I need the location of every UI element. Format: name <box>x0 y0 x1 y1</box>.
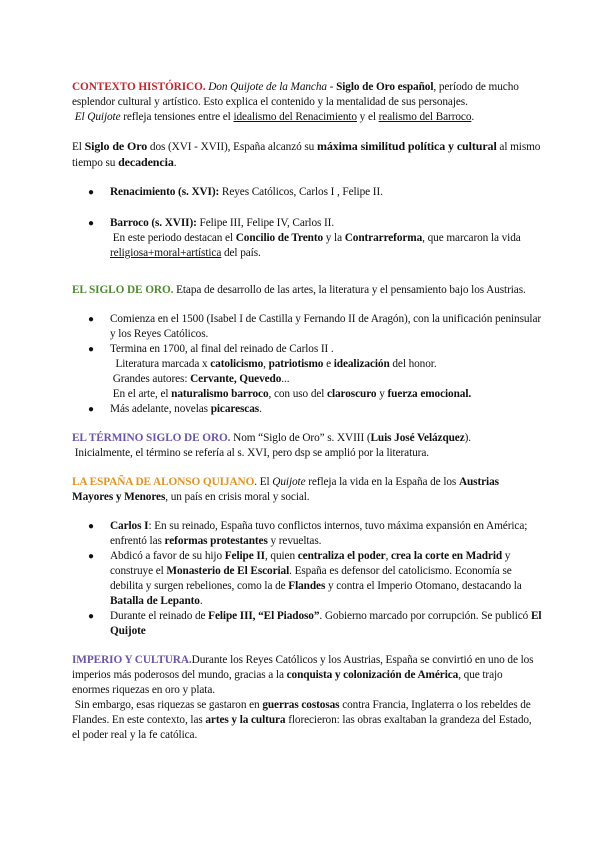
section-heading-siglo-de-oro: EL SIGLO DE ORO. <box>72 284 174 296</box>
bullet-icon: ● <box>88 551 94 562</box>
bullet-icon: ● <box>88 344 94 355</box>
bullet-icon: ● <box>88 314 94 325</box>
siglo-de-oro-intro: El Siglo de Oro dos (XVI - XVII), España alcanzó su máxima similitud política y cultural al mismo tiempo su decadencia. <box>72 139 541 169</box>
list-item: ● Termina en 1700, al final del reinado de Carlos II . Literatura marcada x catolicismo, patriotismo e idealización del honor. Grandes autores: Cervante, Quevedo... En el arte, el naturalismo barroco, con uso del claroscuro y fuerza emocional. <box>88 343 472 400</box>
siglo-de-oro-list <box>72 312 542 417</box>
bullet-icon: ● <box>88 611 94 622</box>
quijote-tension-line: El Quijote refleja tensiones entre el idealismo del Renacimiento y el realismo del Barroco. <box>74 111 475 123</box>
document-page <box>72 80 542 743</box>
imperio-cultura-paragraph: IMPERIO Y CULTURA.Durante los Reyes Católicos y los Austrias, España se convirtió en uno de los imperios más poderosos del mundo, gracias a la conquista y colonización de América, que trajo enormes riquezas en oro y plata. <box>72 654 534 696</box>
periods-list <box>72 185 542 261</box>
bullet-icon: ● <box>88 187 94 198</box>
section-heading-contexto: CONTEXTO HISTÓRICO. <box>72 81 206 93</box>
section-heading-imperio: IMPERIO Y CULTURA. <box>72 654 192 666</box>
espana-alonso-quijano-paragraph: LA ESPAÑA DE ALONSO QUIJANO. El Quijote refleja la vida en la España de los Austrias Mayores y Menores, un país en crisis moral y social. <box>72 476 499 503</box>
contexto-historico-paragraph: CONTEXTO HISTÓRICO. Don Quijote de la Mancha - Siglo de Oro español, período de mucho esplendor cultural y artístico. Esto explica el contenido y la mentalidad de sus personajes. <box>72 81 519 108</box>
el-siglo-de-oro-paragraph: EL SIGLO DE ORO. Etapa de desarrollo de las artes, la literatura y el pensamiento bajo los Austrias. <box>72 284 526 296</box>
list-item: ● Abdicó a favor de su hijo Felipe II, quien centraliza el poder, crea la corte en Madrid y construye el Monasterio de El Escorial. España es defensor del catolicismo. Economía se debilita y surgen rebeliones, como la de Flandes y contra el Imperio Otomano, destacando la Batalla de Lepanto. <box>88 550 522 607</box>
section-heading-espana: LA ESPAÑA DE ALONSO QUIJANO <box>72 476 255 488</box>
list-item: ● Durante el reinado de Felipe III, “El Piadoso”. Gobierno marcado por corrupción. Se publicó El Quijote <box>88 610 542 637</box>
list-item: ● Más adelante, novelas picarescas. <box>88 403 262 415</box>
bullet-icon: ● <box>88 521 94 532</box>
austrias-list <box>72 519 542 639</box>
section-heading-termino: EL TÉRMINO SIGLO DE ORO. <box>72 432 231 444</box>
list-item: ● Barroco (s. XVII): Felipe III, Felipe IV, Carlos II. En este periodo destacan el Concilio de Trento y la Contrarreforma, que marcaron la vida religiosa+moral+artística del país. <box>88 217 521 259</box>
list-item: ● Comienza en el 1500 (Isabel I de Castilla y Fernando II de Aragón), con la unificación peninsular y los Reyes Católicos. <box>88 313 542 340</box>
list-item: ● Renacimiento (s. XVI): Reyes Católicos, Carlos I , Felipe II. <box>88 186 383 198</box>
list-item: ● Carlos I: En su reinado, España tuvo conflictos internos, tuvo máxima expansión en América; enfrentó las reformas protestantes y revueltas. <box>88 520 528 547</box>
imperio-cultura-paragraph-2: Sin embargo, esas riquezas se gastaron en guerras costosas contra Francia, Inglaterra o los rebeldes de Flandes. En este contexto, las artes y la cultura florecieron: las obras exaltaban la grandeza del Estado, el poder real y la fe católica. <box>72 699 532 741</box>
termino-siglo-de-oro-paragraph: EL TÉRMINO SIGLO DE ORO. Nom “Siglo de Oro” s. XVIII (Luis José Velázquez). Inicialmente, el término se refería al s. XVI, pero dsp se amplió por la literatura. <box>72 432 472 459</box>
bullet-icon: ● <box>88 218 94 229</box>
bullet-icon: ● <box>88 404 94 415</box>
